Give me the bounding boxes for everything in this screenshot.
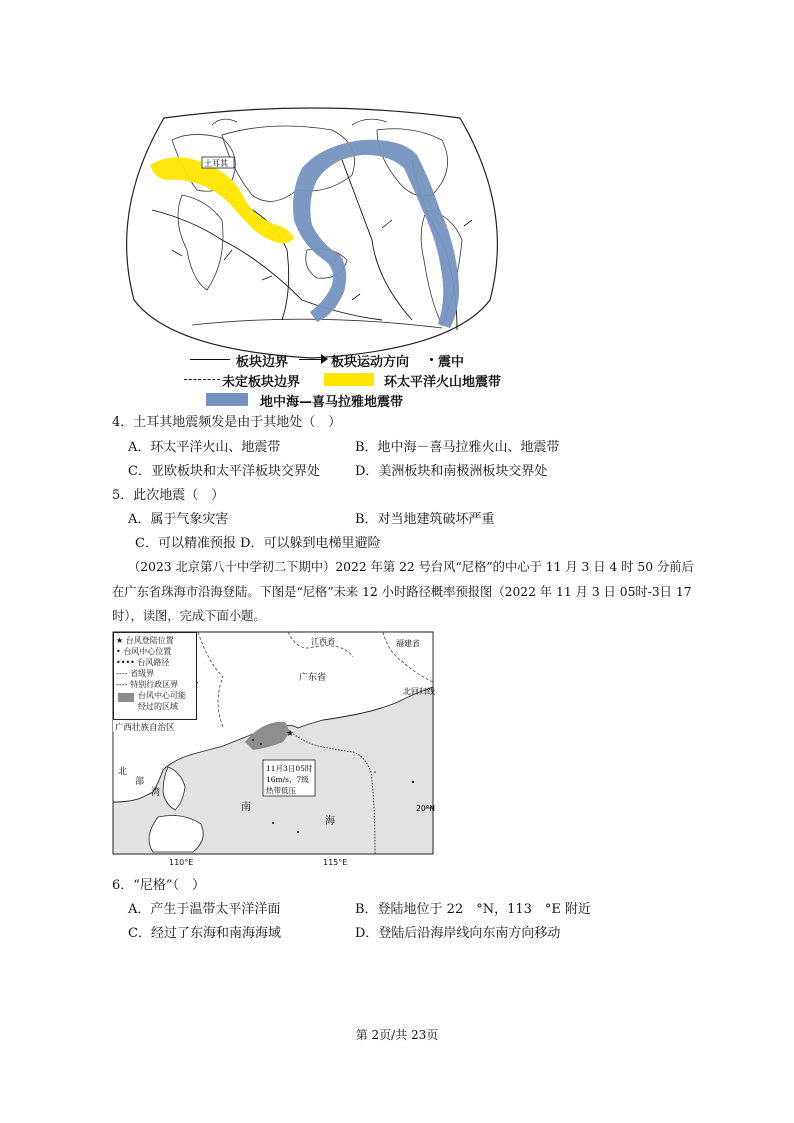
blue-belt-swatch — [206, 393, 248, 406]
intro-line-2: 在广东省珠海市沿海登陆。下图是“尼格”未来 12 小时路径概率预报图（2022 年 11 月 3 日 05时-3日 17 — [112, 585, 692, 599]
turkey-label: 土耳其 — [204, 159, 228, 168]
fujian-label: 福建省 — [396, 639, 420, 648]
q4-option-b: B．地中海－喜马拉雅火山、地震带 — [355, 440, 560, 455]
legend-plate-boundary: 板块边界 — [236, 355, 289, 370]
beibu-bu: 部 — [135, 777, 145, 787]
q4-option-c: C．亚欧板块和太平洋板块交界处 — [128, 464, 320, 479]
legend-sar: ---- 特别行政区界 — [116, 680, 179, 689]
q5-option-b: B．对当地建筑破坏严重 — [355, 512, 495, 527]
legend-path: •••• 台风路径 — [116, 658, 170, 667]
q6-option-c: C．经过了东海和南海海域 — [128, 926, 281, 941]
q4-option-d: D．美洲板块和南极洲板块交界处 — [355, 464, 548, 479]
q5-option-cd: C．可以精准预报 D．可以躲到电梯里避险 — [135, 536, 381, 551]
plate-boundary-line — [190, 359, 230, 360]
legend-area-swatch — [118, 693, 134, 702]
legend-epicenter: 震中 — [438, 355, 465, 370]
beibu-bei: 北 — [118, 767, 128, 777]
intro-line-3: 时），读图，完成下面小题。 — [112, 609, 266, 623]
arrow-head-icon — [321, 354, 328, 364]
lon-110e-label: 110°E — [169, 858, 194, 867]
landing-star-icon: ★ — [286, 729, 295, 739]
hainan-island — [149, 816, 203, 852]
typhoon-legend — [113, 632, 197, 720]
legend-area-line-1: 台风中心可能 — [138, 691, 186, 700]
undetermined-boundary-line — [184, 379, 220, 380]
typhoon-map — [113, 632, 433, 872]
q4-option-a: A．环太平洋火山、地震带 — [128, 440, 281, 455]
q6-stem: 6．“尼格”（ ） — [112, 878, 206, 893]
jiangxi-label: 江西省 — [311, 637, 335, 646]
legend-plate-motion: 板块运动方向 — [331, 355, 410, 370]
epicenter-dot-icon — [430, 358, 433, 361]
nanhai-hai: 海 — [325, 816, 335, 827]
q5-stem: 5．此次地震（ ） — [112, 488, 225, 503]
map1-legend — [184, 350, 514, 410]
lon-115e-label: 115°E — [323, 858, 348, 867]
page-footer: 第 2页/共 23页 — [355, 1028, 439, 1042]
legend-blue-belt: 地中海—喜马拉雅地震带 — [260, 395, 404, 410]
legend-province: ---- 省级界 — [116, 669, 155, 678]
yellow-belt-swatch — [324, 373, 374, 386]
info-box-line-3: 热带低压 — [266, 786, 296, 795]
guangdong-label: 广东省 — [299, 673, 327, 683]
guangxi-label: 广西壮族自治区 — [115, 723, 175, 733]
legend-yellow-belt: 环太平洋火山地震带 — [384, 375, 502, 390]
world-map-svg — [112, 100, 512, 360]
q5-option-a: A．属于气象灾害 — [128, 512, 229, 527]
legend-center: • 台风中心位置 — [116, 647, 172, 656]
legend-undetermined-boundary: 未定板块边界 — [222, 375, 301, 390]
q6-option-b: B．登陆地位于 22 °N，113 °E 附近 — [355, 902, 592, 917]
info-box-line-2: 16m/s，7级 — [266, 775, 309, 784]
nanhai-nan: 南 — [241, 802, 251, 813]
intro-line-1: （2023 北京第八十中学初二下期中）2022 年第 22 号台风“尼格”的中心于 11 月 3 日 4 时 50 分前后 — [128, 560, 694, 574]
q4-stem: 4．土耳其地震频发是由于其地处（ ） — [112, 415, 342, 430]
q6-option-a: A．产生于温带太平洋洋面 — [128, 902, 281, 917]
beibu-wan: 湾 — [151, 788, 161, 798]
legend-landing: ★ 台风登陆位置 — [116, 636, 174, 645]
lat-20n-label: 20°N — [416, 804, 435, 813]
q6-option-d: D．登陆后沿海岸线向东南方向移动 — [355, 926, 561, 941]
tropic-label: 北回归线 — [403, 687, 435, 696]
world-plate-map — [112, 100, 512, 415]
plate-motion-arrow-icon — [299, 359, 323, 360]
info-box-line-1: 11月3日05时 — [266, 764, 313, 773]
legend-area-line-2: 经过的区域 — [138, 702, 178, 711]
